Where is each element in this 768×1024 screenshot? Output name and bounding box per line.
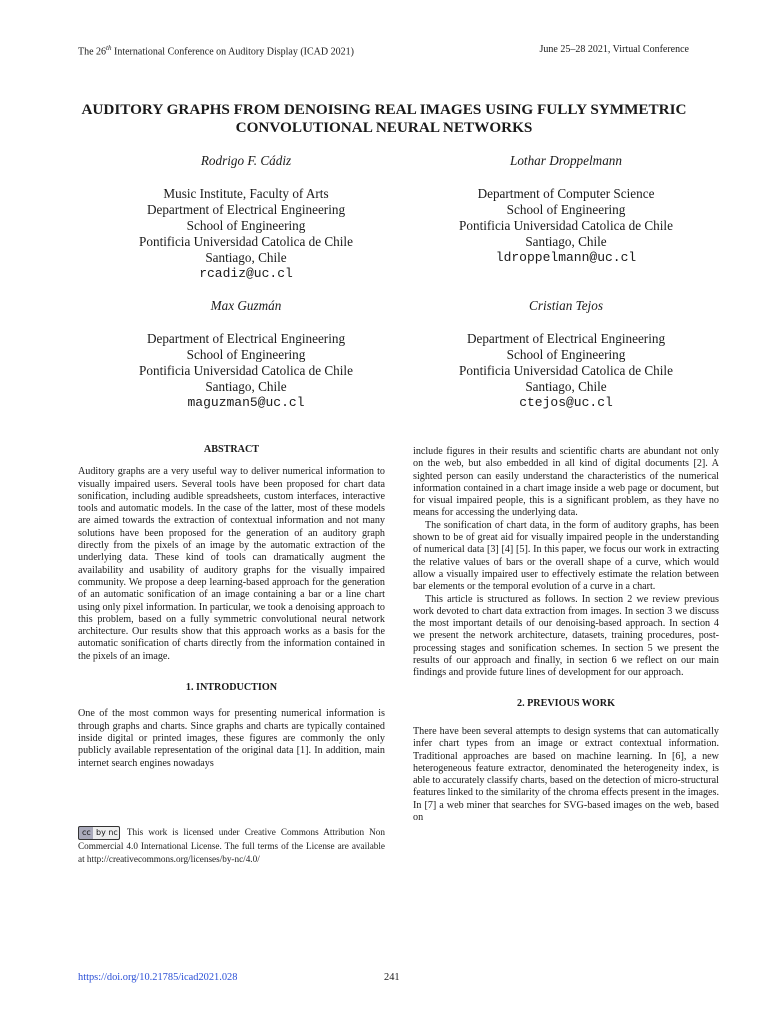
author-name: Max Guzmán: [210, 298, 282, 313]
affiliation-line: School of Engineering: [506, 202, 626, 217]
running-header-left: [78, 44, 354, 57]
license-text: This work is licensed under Creative Commons Attribution Non Commercial 4.0 International License. The full terms of the License are available at http://creativecommons.org/licenses/by-nc/4.0/: [78, 827, 385, 864]
affiliation-line: Pontificia Universidad Catolica de Chile: [139, 363, 353, 378]
author-block-3: [96, 298, 396, 411]
running-header-right: June 25–28 2021, Virtual Conference: [539, 44, 689, 55]
affiliation-line: Santiago, Chile: [525, 379, 607, 394]
cc-license-icon: [78, 826, 120, 840]
left-column: [78, 444, 385, 770]
affiliation-line: Music Institute, Faculty of Arts: [163, 186, 329, 201]
title-line-2: CONVOLUTIONAL NEURAL NETWORKS: [235, 119, 533, 136]
cc-badge-right: by nc: [96, 828, 118, 837]
affiliation-line: Santiago, Chile: [525, 234, 607, 249]
affiliation-line: School of Engineering: [186, 218, 306, 233]
affiliation-line: Santiago, Chile: [205, 250, 287, 265]
body-paragraph: There have been several attempts to design systems that can automatically infer chart types from an image or extract contextual information. Traditional approaches are based on machine learning. In [6], a new heterogeneous feature extractor, denominated the heterogeneity index, is able to accurately classify charts, based on the detection of micro-structural features linked to the similarity of the chroma effects present in the images. In [7] a web miner that searches for SVG-based images on the web, based on: [413, 725, 719, 824]
right-column: [413, 446, 719, 824]
license-notice: [78, 826, 385, 866]
author-name: Cristian Tejos: [529, 298, 603, 313]
body-paragraph: This article is structured as follows. In section 2 we review previous work devoted to chart data extraction from images. In section 3 we discuss the most important details of our denoising-based approach. In section 4 we present the network architecture, datasets, training procedures, post-processing stages and sonification schemes. In section 5 we present the results of our approach and finally, in section 6 we reflect on our main findings and provide future lines of development for our approach.: [413, 593, 719, 679]
affiliation-line: School of Engineering: [506, 347, 626, 362]
affiliation-line: Department of Computer Science: [477, 186, 655, 201]
affiliation-line: Santiago, Chile: [205, 379, 287, 394]
author-block-2: [416, 153, 716, 266]
author-email[interactable]: maguzman5@uc.cl: [187, 395, 305, 410]
affiliation-line: School of Engineering: [186, 347, 306, 362]
author-email[interactable]: ctejos@uc.cl: [519, 395, 613, 410]
affiliation-line: Pontificia Universidad Catolica de Chile: [459, 363, 673, 378]
header-conference-suffix: International Conference on Auditory Display (ICAD 2021): [111, 46, 354, 58]
abstract-text: Auditory graphs are a very useful way to deliver numerical information to visually impaired users. Several tools have been proposed for chart data sonification, including audible spreadsheets, custom interfaces, interactive tools and automatic models. In the case of the latter, most of these models are aimed towards the extraction of contextual information and not many solutions have been proposed for the generation of an auditory graph directly from the pixels of an image by the automatic extraction of the underlying data. These kind of tools can dramatically augment the availability and usability of auditory graphs for the visually impaired community. We propose a deep learning-based approach for the generation of an automatic sonification of an image containing a bar or a line chart using only pixel information. In particular, we took a denoising approach to this problem, based on a fully symmetric convolutional neural network architecture. Our results show that this approach works as a basis for the automatic sonification of charts directly from the information contained in the pixels of an image.: [78, 466, 385, 662]
author-name: Rodrigo F. Cádiz: [200, 153, 292, 168]
author-email[interactable]: ldroppelmann@uc.cl: [495, 250, 637, 265]
header-conference-sup: th: [106, 44, 112, 52]
doi-link[interactable]: https://doi.org/10.21785/icad2021.028: [78, 972, 238, 983]
body-paragraph: include figures in their results and scientific charts are abundant not only on the web, but also embedded in all kind of digital documents [2]. A sighted person can easily understand the characteristics of the numerical information contained in a chart image inside a web page or document, but for visual impaired people, this is a significant problem, as they have no means for accessing the underlying data.: [413, 446, 719, 519]
affiliation-line: Department of Electrical Engineering: [466, 331, 666, 346]
intro-paragraph: One of the most common ways for presenting numerical information is through graphs and charts. Since graphs and charts are typically contained inside digital or printed images, these figures are commonly the only publicly available representation of the original data [1]. In addition, main internet search engines nowadays: [78, 708, 385, 769]
title-line-1: AUDITORY GRAPHS FROM DENOISING REAL IMAGES USING FULLY SYMMETRIC: [81, 101, 687, 118]
header-conference-prefix: The 26: [78, 46, 107, 58]
body-paragraph: The sonification of chart data, in the form of auditory graphs, has been shown to be of great aid for visually impaired people in the understanding of numerical data [3] [4] [5]. In this paper, we focus our work in extracting the relative values of bars or the overall shape of a curve, which would allow a visually impaired user to effectively estimate the relation between bar elements or the temporal evolution of a curve in a chart.: [413, 519, 719, 593]
abstract-heading: ABSTRACT: [203, 444, 260, 455]
affiliation-line: Department of Electrical Engineering: [146, 331, 346, 346]
paper-title: [40, 101, 728, 137]
author-email[interactable]: rcadiz@uc.cl: [199, 266, 293, 281]
section-heading-previous-work: 2. PREVIOUS WORK: [517, 697, 615, 709]
author-block-1: [96, 153, 396, 282]
page-number: 241: [384, 972, 400, 983]
cc-badge-left: cc: [82, 828, 91, 837]
author-block-4: [416, 298, 716, 411]
affiliation-line: Pontificia Universidad Catolica de Chile: [459, 218, 673, 233]
affiliation-line: Department of Electrical Engineering: [146, 202, 346, 217]
section-heading-introduction: 1. INTRODUCTION: [185, 682, 278, 694]
affiliation-line: Pontificia Universidad Catolica de Chile: [139, 234, 353, 249]
author-name: Lothar Droppelmann: [510, 153, 622, 168]
